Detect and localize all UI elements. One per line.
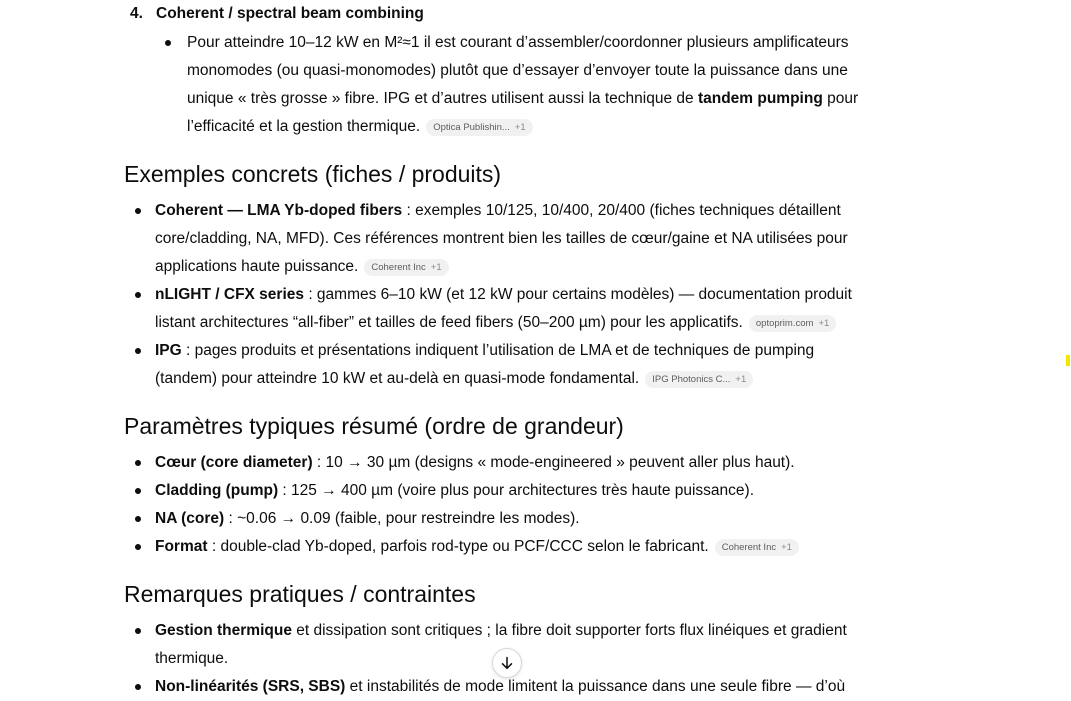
citation-chip[interactable] — [364, 259, 448, 276]
bold-term: tandem pumping — [697, 90, 823, 107]
citation-count: +1 — [514, 122, 526, 133]
citation-count: +1 — [735, 374, 747, 385]
bold-term: Cœur (core diameter) — [155, 454, 313, 471]
list-item-text: et dissipation sont critiques ; la fibre doit supporter forts flux linéiques et gradient thermique. — [155, 622, 847, 667]
list-item — [155, 673, 875, 701]
scroll-to-bottom-button[interactable] — [492, 648, 522, 678]
list-item — [155, 449, 875, 477]
citation-chip[interactable] — [715, 539, 799, 556]
bold-term: Non-linéarités (SRS, SBS) — [155, 678, 346, 695]
citation-source: IPG Photonics C... — [652, 374, 731, 385]
numbered-item-heading — [130, 3, 424, 25]
bold-term: Coherent — LMA Yb-doped fibers — [155, 202, 403, 219]
parameters-list — [155, 449, 875, 561]
bold-term: IPG — [155, 342, 182, 359]
citation-chip[interactable] — [426, 119, 532, 136]
examples-list — [155, 197, 875, 393]
item-title: Coherent / spectral beam combining — [156, 5, 424, 22]
list-item-text: : pages produits et présentations indiquent l’utilisation de LMA et de techniques de pumping (tandem) pour atteindre 10 kW et au-delà en quasi-mode fondamental. — [155, 342, 815, 387]
citation-count: +1 — [430, 262, 442, 273]
citation-source: Coherent Inc — [371, 262, 426, 273]
citation-count: +1 — [781, 542, 792, 553]
list-item — [155, 197, 875, 281]
list-item-text: : double-clad Yb-doped, parfois rod-type ou PCF/CCC selon le fabricant. — [207, 538, 709, 555]
citation-chip[interactable] — [749, 315, 836, 332]
section-heading: Paramètres typiques résumé (ordre de grandeur) — [124, 413, 624, 439]
arrow-down-icon — [500, 656, 514, 670]
list-item-text: pour l’efficacité et la gestion thermique. — [187, 90, 859, 135]
list-item — [155, 505, 875, 533]
citation-source: Optica Publishin... — [433, 122, 510, 133]
citation-source: Coherent Inc — [721, 542, 777, 553]
citation-count: +1 — [818, 318, 830, 329]
list-item — [187, 29, 887, 141]
list-item — [155, 281, 875, 337]
list-item-text: : 125 → 400 µm (voire plus pour architectures très haute puissance). — [278, 482, 755, 499]
bold-term: nLIGHT / CFX series — [155, 286, 305, 303]
bold-term: Gestion thermique — [155, 622, 292, 639]
section-heading: Remarques pratiques / contraintes — [124, 581, 476, 607]
bold-term: Format — [155, 538, 208, 555]
section-heading: Exemples concrets (fiches / produits) — [124, 161, 502, 187]
bold-term: NA (core) — [155, 510, 225, 527]
list-item — [155, 477, 875, 505]
list-item-text: et instabilités de mode limitent la puissance dans une seule fibre — d’où — [345, 678, 846, 695]
item-number: 4. — [130, 5, 143, 22]
citation-chip[interactable] — [645, 371, 753, 388]
list-item-text: : 10 → 30 µm (designs « mode-engineered » peuvent aller plus haut). — [312, 454, 795, 471]
list-item-text: : gammes 6–10 kW (et 12 kW pour certains modèles) — documentation produit listant architectures “all-fiber” et tailles de feed fibers (50–200 µm) pour les applicatifs. — [155, 286, 852, 331]
list-item-text: : ~0.06 → 0.09 (faible, pour restreindre les modes). — [224, 510, 580, 527]
list-item — [155, 337, 875, 393]
citation-source: optoprim.com — [755, 318, 814, 329]
scrollbar-highlight-marker — [1066, 355, 1070, 366]
list-item — [155, 533, 875, 561]
bold-term: Cladding (pump) — [155, 482, 279, 499]
list-item-text: Pour atteindre 10–12 kW en M²≈1 il est courant d’assembler/coordonner plusieurs amplificateurs monomodes (ou quasi-monomodes) plutôt que d’essayer d’envoyer toute la puissance dans une unique « très grosse » fibre. IPG et d’autres utilisent aussi la technique de — [187, 34, 849, 107]
list-item-text: : exemples 10/125, 10/400, 20/400 (fiches techniques détaillent core/cladding, NA, MFD). Ces références montrent bien les tailles de cœur/gaine et NA utilisées pour applications haute puissance. — [155, 202, 848, 275]
